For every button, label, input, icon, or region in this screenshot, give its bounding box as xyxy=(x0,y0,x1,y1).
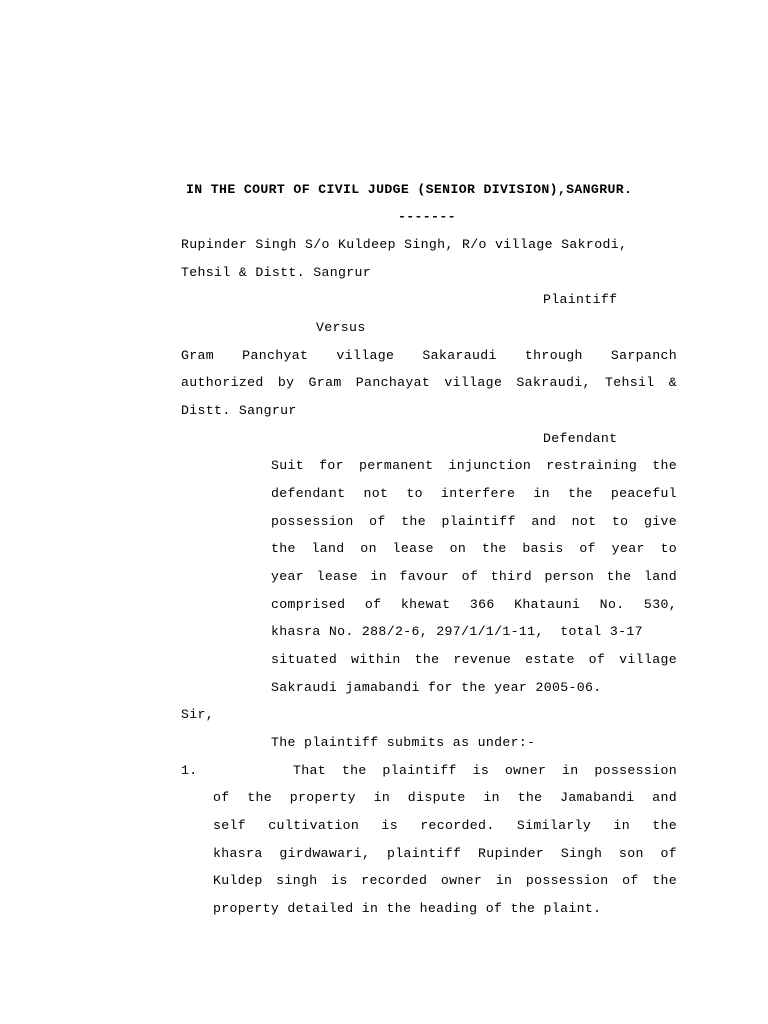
suit-line-5: year lease in favour of third person the land xyxy=(271,569,677,584)
paragraph-1-number: 1. xyxy=(181,763,198,778)
plaintiff-line-1: Rupinder Singh S/o Kuldeep Singh, R/o village Sakrodi, xyxy=(181,237,628,252)
versus-label: Versus xyxy=(316,320,366,335)
suit-line-8: situated within the revenue estate of village xyxy=(271,652,677,667)
paragraph-1-line-4: khasra girdwawari, plaintiff Rupinder Singh son of xyxy=(213,846,677,861)
paragraph-1-line-3: self cultivation is recorded. Similarly in the xyxy=(213,818,677,833)
plaintiff-line-2: Tehsil & Distt. Sangrur xyxy=(181,265,372,280)
defendant-line-2: authorized by Gram Panchayat village Sakraudi, Tehsil & xyxy=(181,375,677,390)
plaintiff-role: Plaintiff xyxy=(543,292,618,307)
suit-line-3: possession of the plaintiff and not to give xyxy=(271,514,677,529)
paragraph-1-line-1: That the plaintiff is owner in possession xyxy=(293,763,677,778)
intro-line: The plaintiff submits as under:- xyxy=(271,735,536,750)
suit-line-7: khasra No. 288/2-6, 297/1/1/1-11, total 3-17 xyxy=(271,624,643,639)
suit-line-1: Suit for permanent injunction restraining the xyxy=(271,458,677,473)
defendant-line-3: Distt. Sangrur xyxy=(181,403,297,418)
paragraph-1-line-2: of the property in dispute in the Jamabandi and xyxy=(213,790,677,805)
suit-line-6: comprised of khewat 366 Khatauni No. 530, xyxy=(271,597,677,612)
suit-line-2: defendant not to interfere in the peaceful xyxy=(271,486,677,501)
suit-line-4: the land on lease on the basis of year to xyxy=(271,541,677,556)
court-heading: IN THE COURT OF CIVIL JUDGE (SENIOR DIVISION),SANGRUR. xyxy=(186,182,633,197)
defendant-line-1: Gram Panchyat village Sakaraudi through Sarpanch xyxy=(181,348,677,363)
suit-line-9: Sakraudi jamabandi for the year 2005-06. xyxy=(271,680,602,695)
paragraph-1-line-5: Kuldep singh is recorded owner in possession of the xyxy=(213,873,677,888)
salutation: Sir, xyxy=(181,707,215,722)
heading-rule: ------- xyxy=(398,209,456,224)
paragraph-1-line-6: property detailed in the heading of the plaint. xyxy=(213,901,602,916)
defendant-role: Defendant xyxy=(543,431,618,446)
